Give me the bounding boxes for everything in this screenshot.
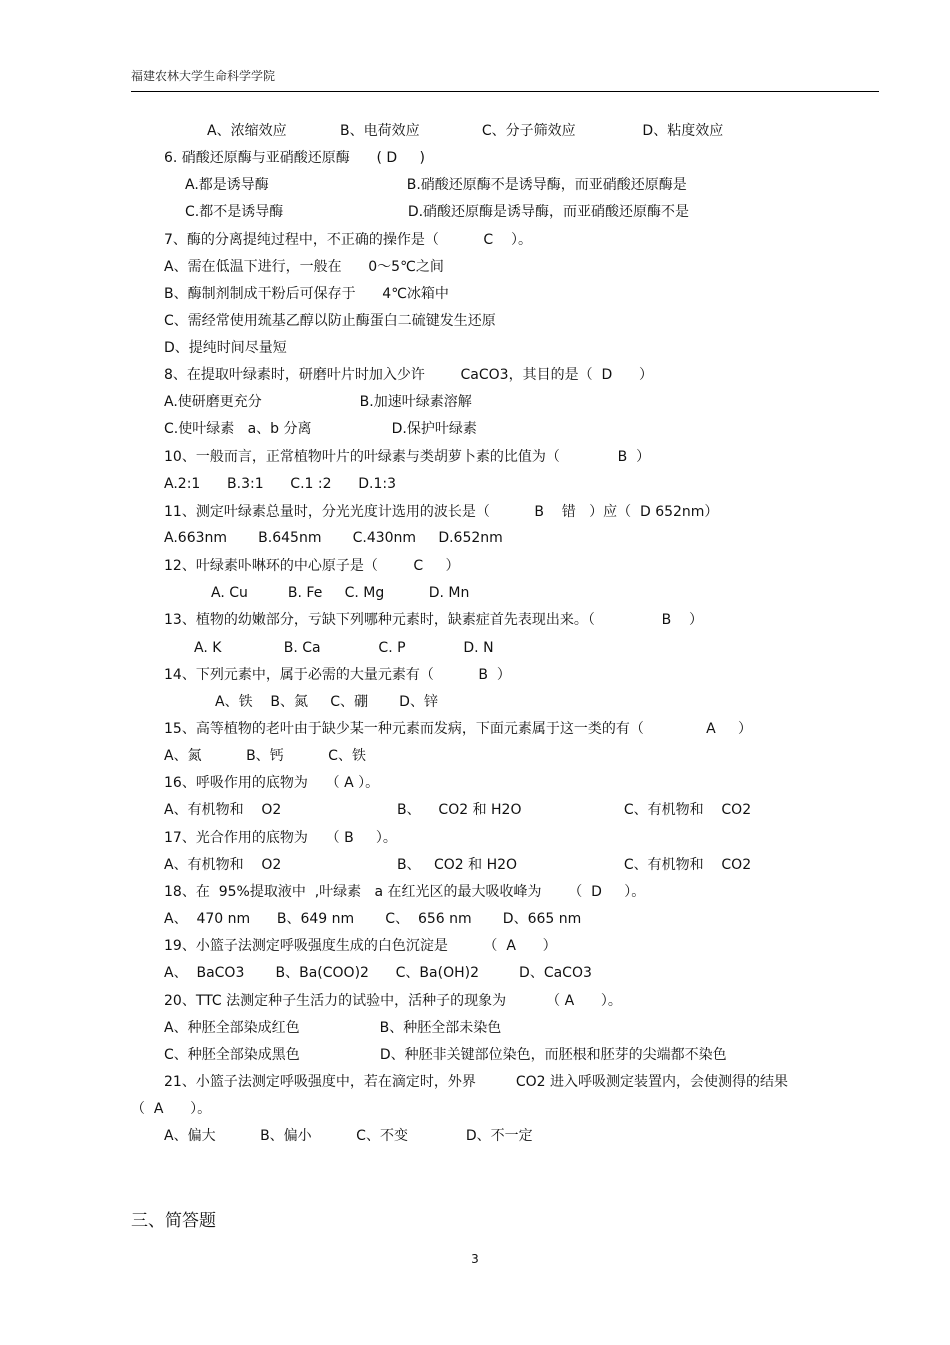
header-divider	[131, 91, 879, 92]
section-title: 三、简答题	[131, 1211, 216, 1231]
question-line: 12、叶绿素卟啉环的中心原子是（ C ）	[164, 558, 460, 574]
question-line: 13、植物的幼嫩部分，亏缺下列哪种元素时，缺素症首先表现出来。（ B ）	[164, 612, 703, 628]
question-line: 17、光合作用的底物为 （ B ）。	[164, 830, 397, 846]
question-line: D、提纯时间尽量短	[164, 340, 287, 356]
question-line: A、种胚全部染成红色 B、种胚全部未染色	[164, 1020, 502, 1036]
question-line: 19、小篮子法测定呼吸强度生成的白色沉淀是 （ A ）	[164, 938, 557, 954]
question-line: 7、酶的分离提纯过程中，不正确的操作是（ C ）。	[164, 232, 532, 248]
question-line: 11、测定叶绿素总量时，分光光度计选用的波长是（ B 错 ）应（ D 652nm）	[164, 504, 719, 520]
question-line: A.2:1 B.3:1 C.1 :2 D.1:3	[164, 476, 396, 492]
question-line: A、铁 B、氮 C、硼 D、锌	[215, 694, 438, 710]
question-line: A、 BaCO3 B、Ba(COO)2 C、Ba(OH)2 D、CaCO3	[164, 965, 592, 981]
question-line: 16、呼吸作用的底物为 （ A ）。	[164, 775, 380, 791]
question-line: A、氮 B、钙 C、铁	[164, 748, 366, 764]
question-line: （ A ）。	[131, 1101, 212, 1117]
question-line: A. Cu B. Fe C. Mg D. Mn	[211, 585, 470, 601]
question-line: 8、在提取叶绿素时，研磨叶片时加入少许 CaCO3，其目的是（ D ）	[164, 367, 653, 383]
question-line: A. K B. Ca C. P D. N	[194, 640, 494, 656]
question-line: A、有机物和 O2 B、 CO2 和 H2O C、有机物和 CO2	[164, 802, 752, 818]
page-number: 3	[471, 1252, 479, 1266]
question-line: 21、小篮子法测定呼吸强度中，若在滴定时，外界 CO2 进入呼吸测定装置内，会使测得的结果	[164, 1074, 789, 1090]
question-line: A、偏大 B、偏小 C、不变 D、不一定	[164, 1128, 533, 1144]
question-line: 6. 硝酸还原酶与亚硝酸还原酶 ( D )	[164, 150, 425, 166]
question-line: 18、在 95%提取液中 ,叶绿素 a 在红光区的最大吸收峰为 （ D ）。	[164, 884, 646, 900]
question-line: A.都是诱导酶 B.硝酸还原酶不是诱导酶，而亚硝酸还原酶是	[185, 177, 687, 193]
question-line: C、需经常使用巯基乙醇以防止酶蛋白二硫键发生还原	[164, 313, 496, 329]
question-line: A、需在低温下进行，一般在 0～5℃之间	[164, 259, 444, 275]
question-line: C、种胚全部染成黑色 D、种胚非关键部位染色，而胚根和胚芽的尖端都不染色	[164, 1047, 727, 1063]
question-line: C.都不是诱导酶 D.硝酸还原酶是诱导酶，而亚硝酸还原酶不是	[185, 204, 690, 220]
question-line: A、有机物和 O2 B、 CO2 和 H2O C、有机物和 CO2	[164, 857, 752, 873]
question-line: 20、TTC 法测定种子生活力的试验中，活种子的现象为 （ A ）。	[164, 993, 622, 1009]
question-line: 14、下列元素中，属于必需的大量元素有（ B ）	[164, 667, 511, 683]
question-line: A.663nm B.645nm C.430nm D.652nm	[164, 530, 503, 546]
question-line: A.使研磨更充分 B.加速叶绿素溶解	[164, 394, 472, 410]
question-line: B、酶制剂制成干粉后可保存于 4℃冰箱中	[164, 286, 449, 302]
question-line: A、 470 nm B、649 nm C、 656 nm D、665 nm	[164, 911, 582, 927]
question-line: A、浓缩效应 B、电荷效应 C、分子筛效应 D、粘度效应	[207, 123, 724, 139]
page-header: 福建农林大学生命科学学院	[131, 69, 276, 83]
question-line: C.使叶绿素 a、b 分离 D.保护叶绿素	[164, 421, 477, 437]
question-line: 10、一般而言，正常植物叶片的叶绿素与类胡萝卜素的比值为（ B ）	[164, 449, 651, 465]
question-line: 15、高等植物的老叶由于缺少某一种元素而发病，下面元素属于这一类的有（ A ）	[164, 721, 752, 737]
